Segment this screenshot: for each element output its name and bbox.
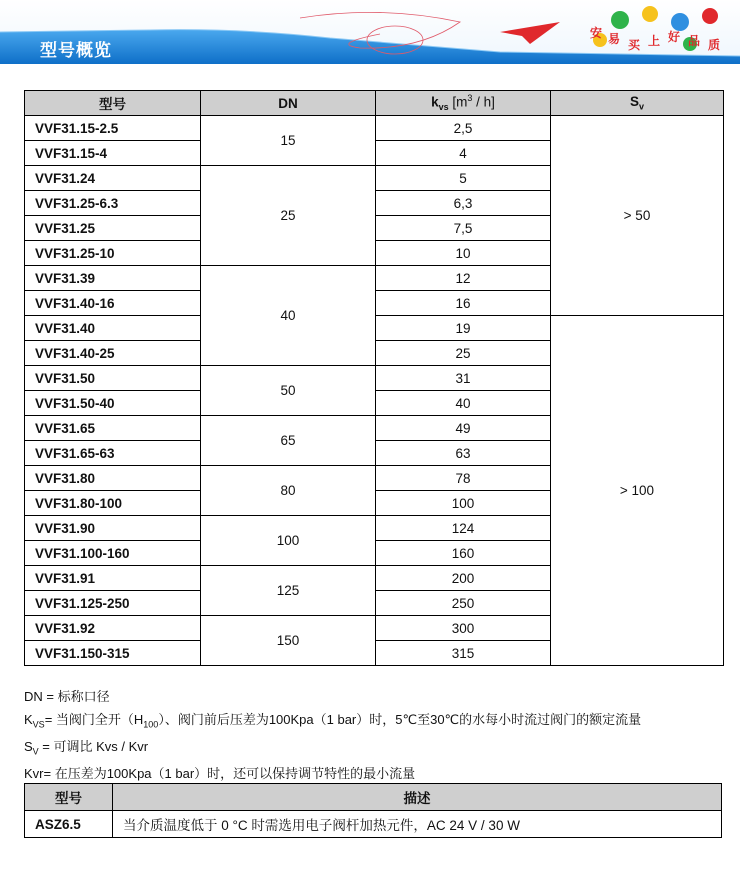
kvs-subscript: vs: [438, 102, 449, 113]
slogan-char: 买: [628, 38, 641, 52]
cell-kvs: 160: [376, 541, 551, 566]
slogan-char: 好: [668, 30, 681, 44]
header-model: 型号: [25, 91, 201, 116]
cell-model: VVF31.40: [25, 316, 201, 341]
accessory-model: ASZ6.5: [25, 811, 113, 838]
table-row: [25, 116, 724, 141]
slogan: [590, 22, 730, 52]
cell-kvs: 100: [376, 491, 551, 516]
note-sv-sub: V: [32, 746, 39, 757]
cell-model: VVF31.150-315: [25, 641, 201, 666]
kvs-unit-pre: [m: [448, 94, 468, 110]
cell-kvs: 49: [376, 416, 551, 441]
cell-model: VVF31.50-40: [25, 391, 201, 416]
cell-model: VVF31.39: [25, 266, 201, 291]
cell-dn: 80: [201, 466, 376, 516]
cell-kvs: 250: [376, 591, 551, 616]
cell-kvs: 5: [376, 166, 551, 191]
cell-kvs: 124: [376, 516, 551, 541]
accessory-row: [25, 811, 722, 838]
note-kvs-sub: VS: [32, 719, 45, 730]
cell-kvs: 7,5: [376, 216, 551, 241]
cell-model: VVF31.80-100: [25, 491, 201, 516]
cell-kvs: 10: [376, 241, 551, 266]
cell-model: VVF31.25-10: [25, 241, 201, 266]
header-kvs: [376, 91, 551, 116]
cell-kvs: 4: [376, 141, 551, 166]
cell-model: VVF31.80: [25, 466, 201, 491]
cell-model: VVF31.25-6.3: [25, 191, 201, 216]
cell-kvs: 300: [376, 616, 551, 641]
cell-dn: 40: [201, 266, 376, 366]
cell-model: VVF31.15-2.5: [25, 116, 201, 141]
cell-kvs: 200: [376, 566, 551, 591]
slogan-char: 质: [708, 38, 721, 52]
note-kvs-a: = 当阀门全开（H: [44, 711, 144, 727]
cell-model: VVF31.100-160: [25, 541, 201, 566]
cell-model: VVF31.65-63: [25, 441, 201, 466]
note-kvs: [24, 709, 641, 736]
header-dn: DN: [201, 91, 376, 116]
accessory-header-row: [25, 784, 722, 811]
header-banner: [0, 0, 740, 64]
cell-kvs: 315: [376, 641, 551, 666]
cell-model: VVF31.15-4: [25, 141, 201, 166]
sv-symbol: S: [629, 94, 639, 110]
slogan-char: 易: [608, 32, 621, 46]
slogan-char: 安: [590, 26, 603, 40]
model-overview-table: [24, 90, 724, 666]
accessory-header-model: 型号: [25, 784, 113, 811]
accessory-desc: 当介质温度低于 0 °C 时需选用电子阀杆加热元件，AC 24 V / 30 W: [113, 811, 722, 838]
cell-kvs: 63: [376, 441, 551, 466]
cell-kvs: 2,5: [376, 116, 551, 141]
kvs-symbol: k: [431, 94, 439, 110]
cell-kvs: 78: [376, 466, 551, 491]
note-sv-text: = 可调比 Kvs / Kvr: [38, 738, 149, 754]
note-sv: [24, 736, 641, 763]
note-kvr: Kvr= 在压差为100Kpa（1 bar）时，还可以保持调节特性的最小流量: [24, 765, 416, 781]
cell-model: VVF31.92: [25, 616, 201, 641]
cell-kvs: 19: [376, 316, 551, 341]
cell-model: VVF31.65: [25, 416, 201, 441]
cell-kvs: 31: [376, 366, 551, 391]
table-header-row: [25, 91, 724, 116]
cell-dn: 100: [201, 516, 376, 566]
cell-kvs: 16: [376, 291, 551, 316]
cell-kvs: 25: [376, 341, 551, 366]
sv-subscript: v: [639, 101, 645, 112]
cell-kvs: 12: [376, 266, 551, 291]
cell-kvs: 40: [376, 391, 551, 416]
cell-dn: 15: [201, 116, 376, 166]
note-dn: DN = 标称口径: [24, 689, 110, 704]
cell-model: VVF31.40-16: [25, 291, 201, 316]
note-kvs-h-sub: 100: [143, 719, 159, 730]
note-kvs-b: ）、阀门前后压差为100Kpa（1 bar）时，5℃至30℃的水每小时流过阀门的额定流量: [158, 711, 642, 727]
cell-model: VVF31.91: [25, 566, 201, 591]
cell-dn: 65: [201, 416, 376, 466]
table-body: [25, 116, 724, 666]
cell-model: VVF31.25: [25, 216, 201, 241]
cell-model: VVF31.40-25: [25, 341, 201, 366]
cell-dn: 25: [201, 166, 376, 266]
slogan-char: 品: [688, 34, 701, 48]
page-title: 型号概览: [40, 41, 112, 60]
cell-model: VVF31.50: [25, 366, 201, 391]
cell-sv: > 100: [551, 316, 724, 666]
slogan-char: 上: [648, 34, 661, 48]
cell-dn: 50: [201, 366, 376, 416]
notes: [24, 686, 641, 785]
header-sv: [551, 91, 724, 116]
note-sv-s: S: [24, 738, 33, 754]
cell-model: VVF31.125-250: [25, 591, 201, 616]
accessory-table: [24, 783, 722, 838]
kvs-unit-post: / h]: [472, 94, 495, 110]
cell-model: VVF31.24: [25, 166, 201, 191]
cell-model: VVF31.90: [25, 516, 201, 541]
kvs-unit-sup: 3: [467, 93, 473, 104]
note-kvs-k: K: [24, 711, 33, 727]
cell-dn: 125: [201, 566, 376, 616]
cell-dn: 150: [201, 616, 376, 666]
cell-sv: > 50: [551, 116, 724, 316]
cell-kvs: 6,3: [376, 191, 551, 216]
accessory-header-desc: 描述: [113, 784, 722, 811]
